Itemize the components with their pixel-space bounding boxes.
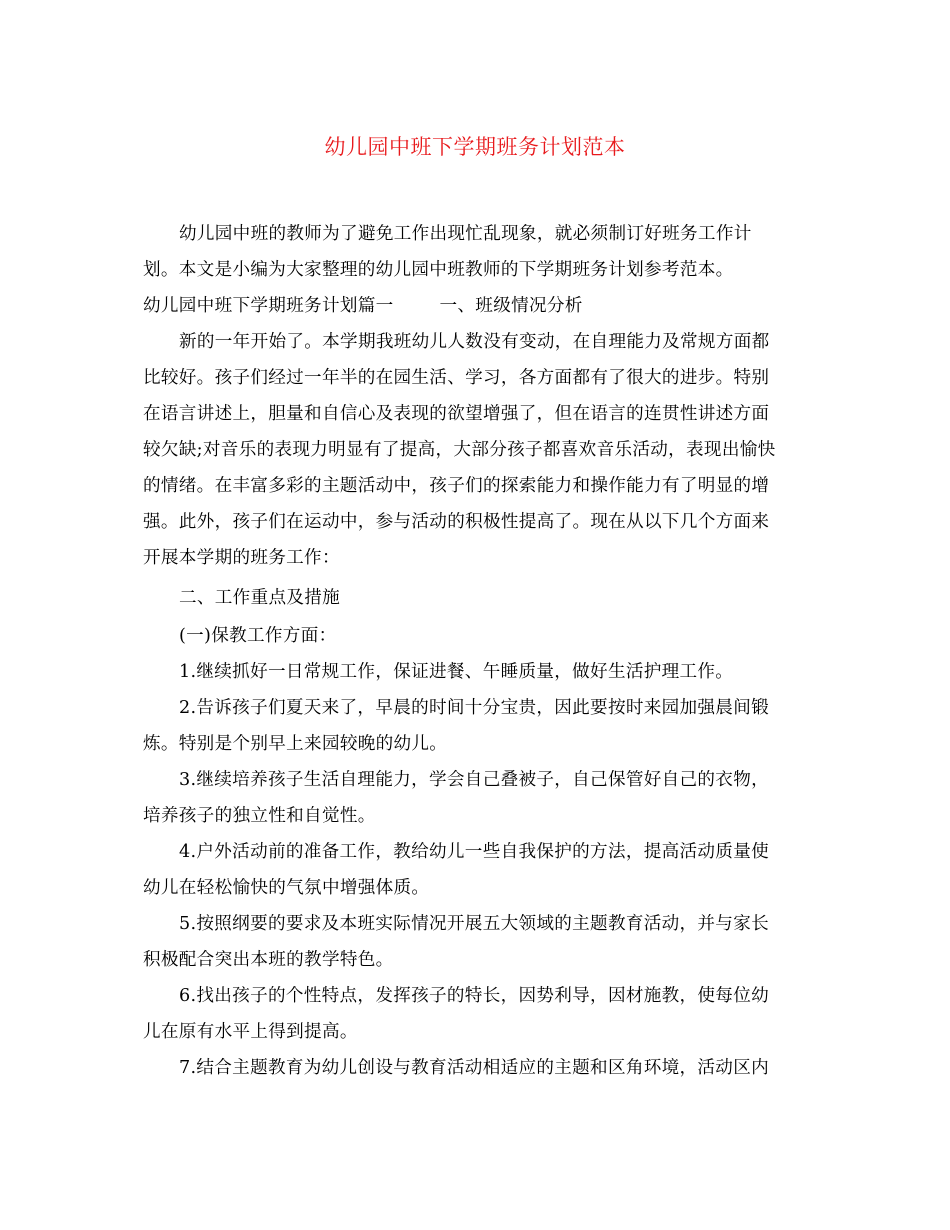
paragraph-line: 在语言讲述上，胆量和自信心及表现的欲望增强了，但在语言的连贯性讲述方面 bbox=[143, 404, 770, 424]
subsection-heading: (一)保教工作方面： bbox=[179, 626, 337, 646]
list-item: 4.户外活动前的准备工作，教给幼儿一些自我保护的方法，提高活动质量使 bbox=[179, 842, 769, 862]
paragraph-line: 比较好。孩子们经过一年半的在园生活、学习，各方面都有了很大的进步。特别 bbox=[143, 368, 770, 388]
paragraph-line: 较欠缺;对音乐的表现力明显有了提高，大部分孩子都喜欢音乐活动，表现出愉快 bbox=[143, 440, 776, 460]
list-item-continued: 儿在原有水平上得到提高。 bbox=[143, 1022, 358, 1042]
list-item: 6.找出孩子的个性特点，发挥孩子的特长，因势利导，因材施教，使每位幼 bbox=[179, 986, 769, 1006]
paragraph-line: 新的一年开始了。本学期我班幼儿人数没有变动，在自理能力及常规方面都 bbox=[179, 332, 770, 352]
list-item-continued: 培养孩子的独立性和自觉性。 bbox=[143, 806, 376, 826]
list-item: 1.继续抓好一日常规工作，保证进餐、午睡质量，做好生活护理工作。 bbox=[179, 662, 734, 682]
section-heading: 二、工作重点及措施 bbox=[179, 588, 341, 608]
paragraph-line: 划。本文是小编为大家整理的幼儿园中班教师的下学期班务计划参考范本。 bbox=[143, 260, 734, 280]
list-item: 3.继续培养孩子生活自理能力，学会自己叠被子，自己保管好自己的衣物， bbox=[179, 770, 769, 790]
article-heading: 幼儿园中班下学期班务计划篇一 bbox=[143, 296, 394, 316]
section-heading: 一、班级情况分析 bbox=[439, 296, 583, 316]
document-title: 幼儿园中班下学期班务计划范本 bbox=[324, 135, 626, 159]
section-heading-line bbox=[143, 294, 583, 318]
list-item: 2.告诉孩子们夏天来了，早晨的时间十分宝贵，因此要按时来园加强晨间锻 bbox=[179, 698, 769, 718]
list-item-continued: 炼。特别是个别早上来园较晚的幼儿。 bbox=[143, 734, 448, 754]
list-item-continued: 幼儿在轻松愉快的气氛中增强体质。 bbox=[143, 878, 430, 898]
paragraph-line: 的情绪。在丰富多彩的主题活动中，孩子们的探索能力和操作能力有了明显的增 bbox=[143, 476, 770, 496]
paragraph-line: 幼儿园中班的教师为了避免工作出现忙乱现象，就必须制订好班务工作计 bbox=[179, 224, 752, 244]
paragraph-line: 开展本学期的班务工作： bbox=[143, 548, 340, 568]
list-item: 7.结合主题教育为幼儿创设与教育活动相适应的主题和区角环境，活动区内 bbox=[179, 1058, 769, 1078]
list-item-continued: 积极配合突出本班的教学特色。 bbox=[143, 950, 394, 970]
paragraph-line: 强。此外，孩子们在运动中，参与活动的积极性提高了。现在从以下几个方面来 bbox=[143, 512, 770, 532]
list-item: 5.按照纲要的要求及本班实际情况开展五大领域的主题教育活动，并与家长 bbox=[179, 914, 769, 934]
